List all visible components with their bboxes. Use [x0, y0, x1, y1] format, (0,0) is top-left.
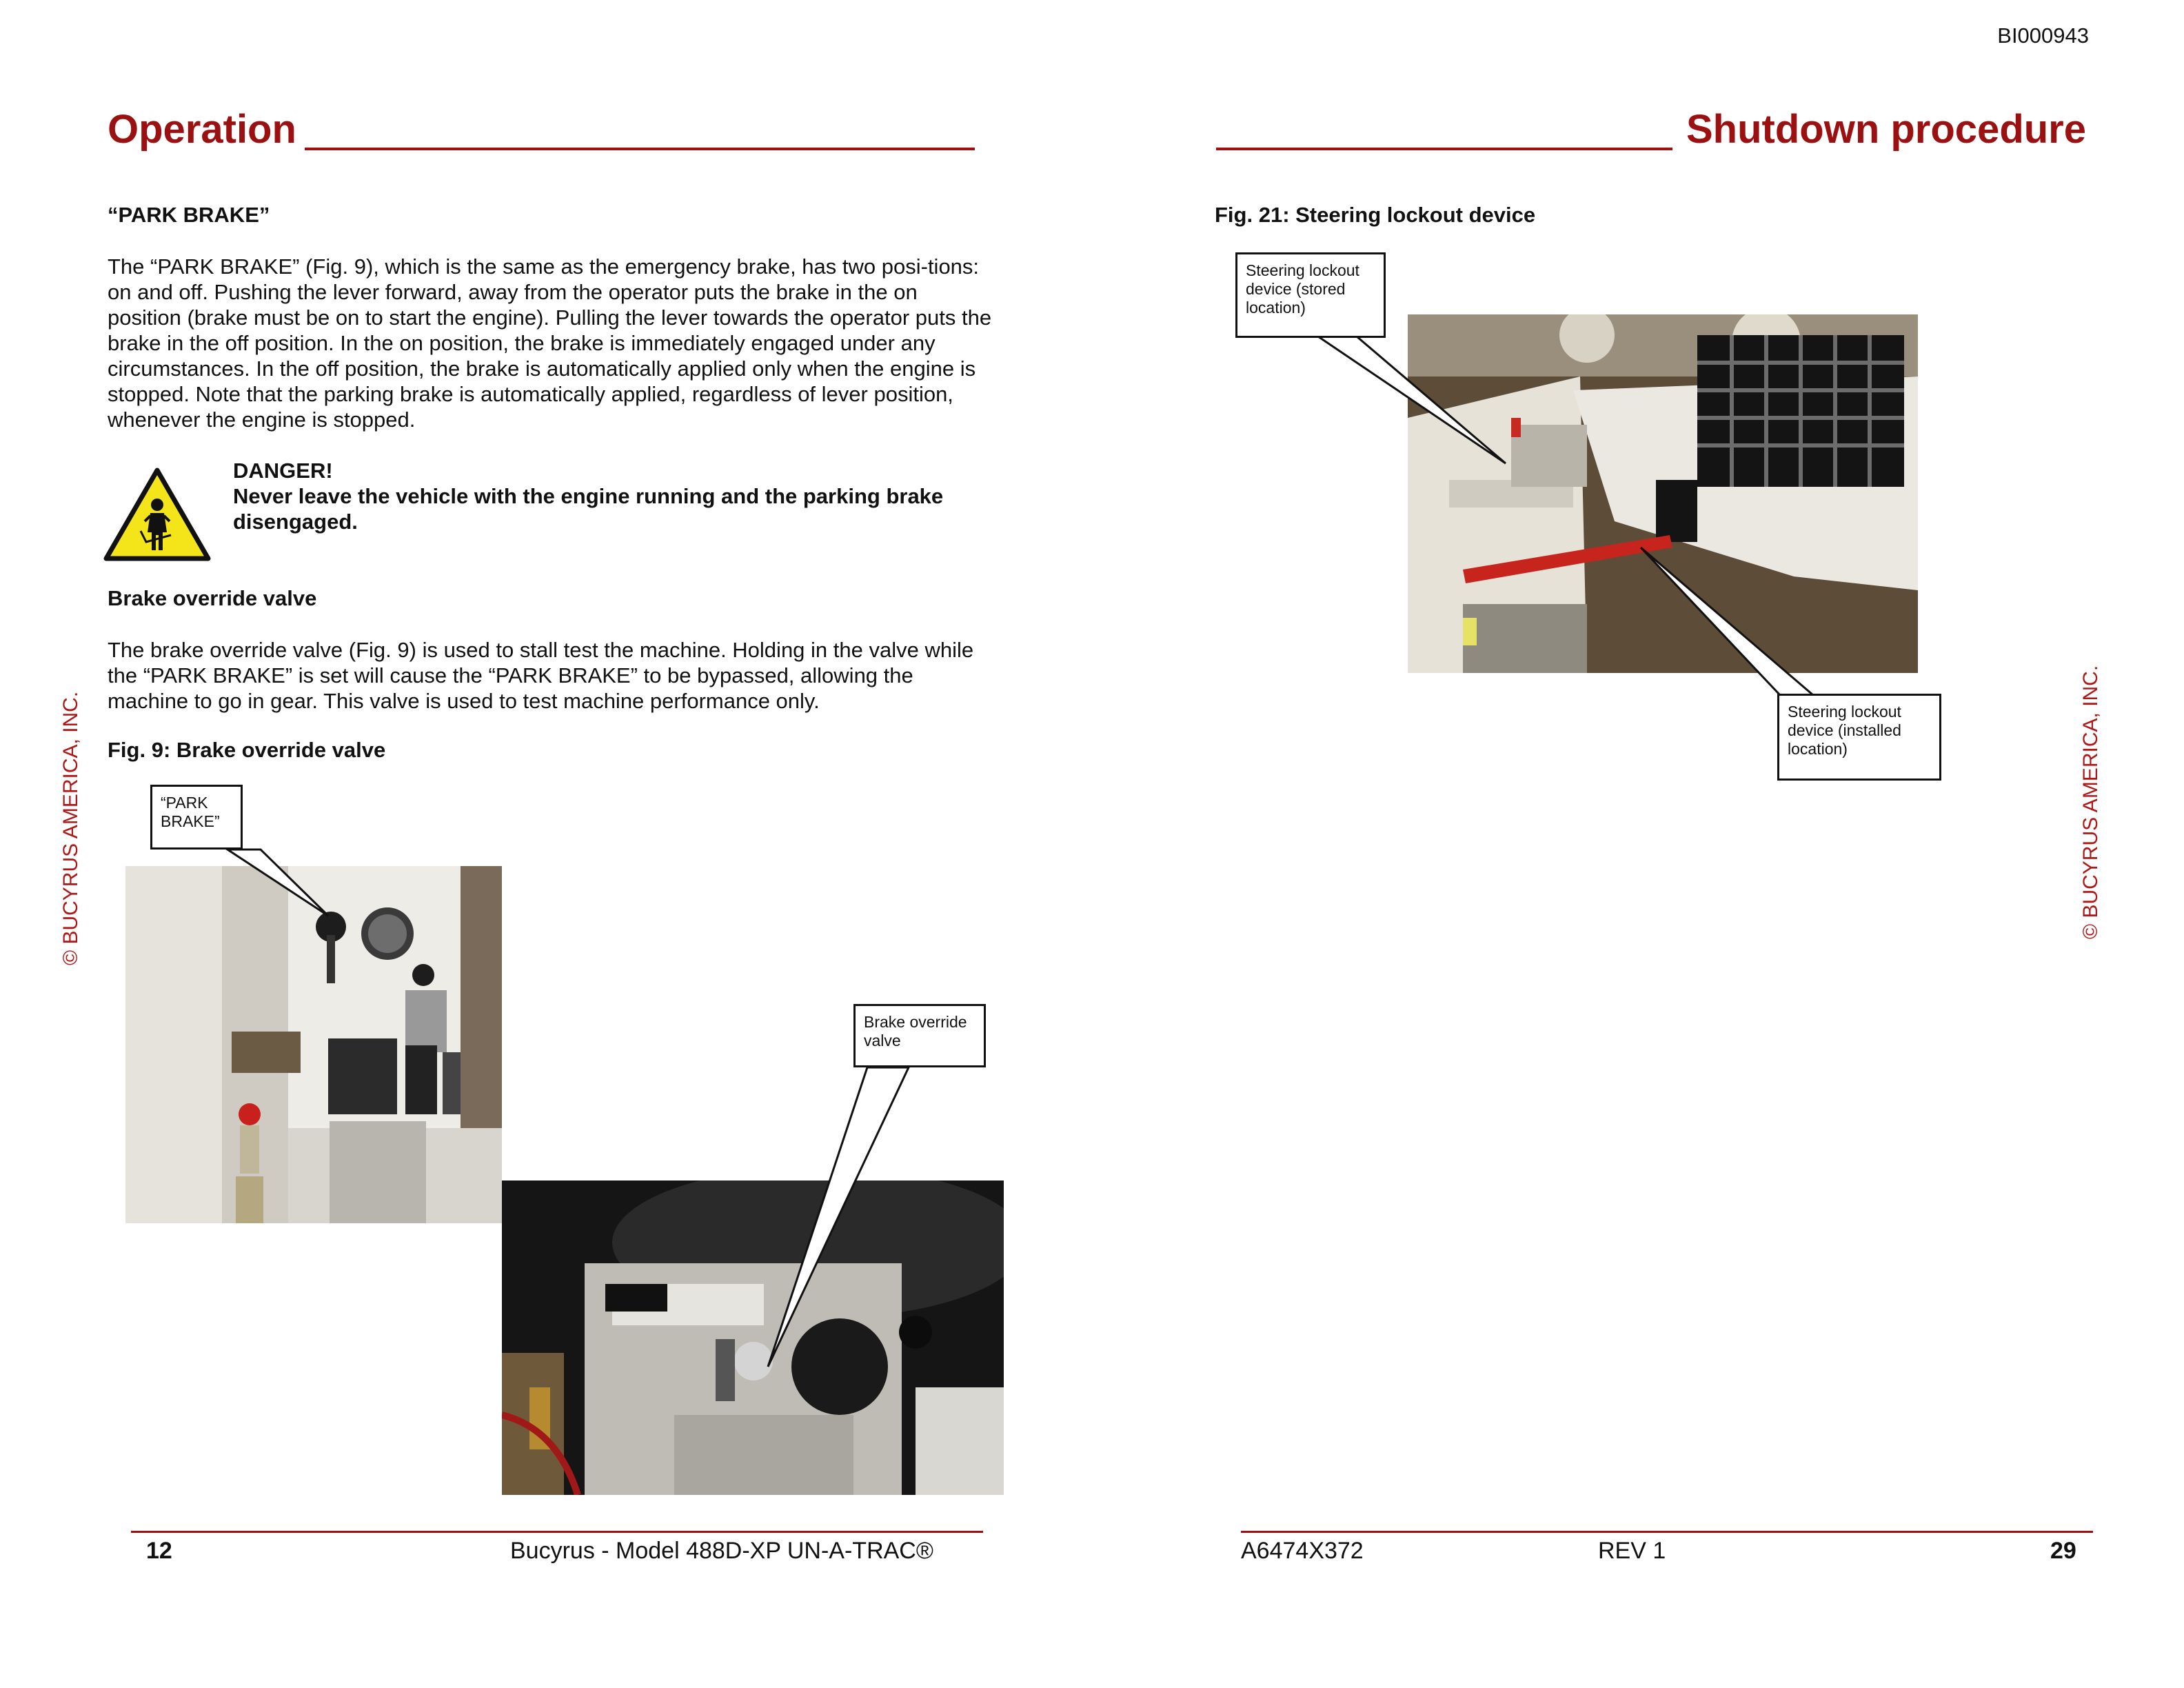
copyright-left: © BUCYRUS AMERICA, INC. [59, 691, 82, 965]
right-footer-doc-number: A6474X372 [1241, 1538, 1364, 1564]
callout-stored-location: Steering lockout device (stored location) [1235, 252, 1386, 338]
right-footer-revision: REV 1 [1598, 1538, 1666, 1564]
callout-override-valve: Brake override valve [853, 1004, 986, 1067]
danger-text: Never leave the vehicle with the engine running and the parking brake disengaged. [233, 484, 944, 534]
document-id: BI000943 [1997, 23, 2089, 48]
footer-rule-right [1241, 1531, 2093, 1533]
park-brake-paragraph: The “PARK BRAKE” (Fig. 9), which is the same as the emergency brake, has two posi-tions: on and off. Pushing the lever forward, away from the operator puts the brake in the on position (brake must be on to start the engine). Pulling the lever towards the operator puts the brake in the off position. In the on position, the brake is immediately engaged under any circumstances. In the off position, the brake is automatically applied only when the engine is stopped. Note that the parking brake is automatically applied, regardless of lever position, whenever the engine is stopped. [108, 254, 992, 432]
right-page-heading: Shutdown procedure [1686, 107, 2086, 152]
copyright-right: © BUCYRUS AMERICA, INC. [2079, 665, 2102, 939]
callout-park-brake: “PARK BRAKE” [150, 785, 243, 850]
fig9-caption: Fig. 9: Brake override valve [108, 738, 386, 762]
right-page-number: 29 [2050, 1538, 2076, 1564]
park-brake-heading: “PARK BRAKE” [108, 203, 270, 227]
override-paragraph: The brake override valve (Fig. 9) is used to stall test the machine. Holding in the valve while the “PARK BRAKE” is set will cause the “PARK BRAKE” to be bypassed, allowing the machine to go in gear. This valve is used to test machine performance only. [108, 638, 974, 713]
left-footer-title: Bucyrus - Model 488D-XP UN-A-TRAC® [510, 1538, 933, 1564]
danger-title: DANGER! [233, 459, 333, 483]
left-page-heading: Operation [108, 107, 296, 152]
callout-installed-location: Steering lockout device (installed location) [1777, 694, 1941, 781]
left-page-number: 12 [146, 1538, 172, 1564]
override-heading: Brake override valve [108, 586, 317, 610]
fig21-caption: Fig. 21: Steering lockout device [1215, 203, 1536, 227]
